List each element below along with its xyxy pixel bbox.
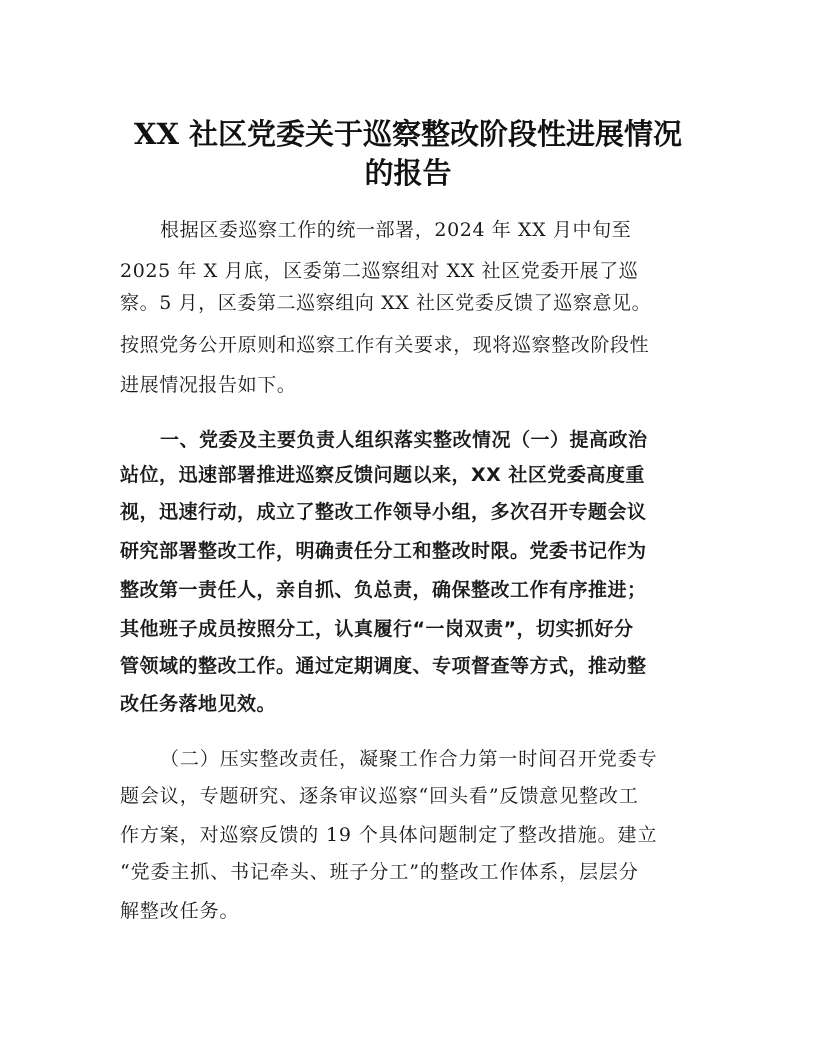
document-title-line-2: 的报告 xyxy=(364,156,452,190)
paragraph-3-line-1: （二）压实整改责任，凝聚工作合力第一时间召开党委专 xyxy=(160,748,658,770)
paragraph-2-line-1: 一、党委及主要负责人组织落实整改情况（一）提高政治 xyxy=(160,429,648,451)
paragraph-2-line-2: 站位，迅速部署推进巡察反馈问题以来，XX 社区党委高度重 xyxy=(120,464,645,486)
paragraph-2-line-3: 视，迅速行动，成立了整改工作领导小组，多次召开专题会议 xyxy=(120,501,647,523)
paragraph-3-line-4: “党委主抓、书记牵头、班子分工”的整改工作体系，层层分 xyxy=(120,861,639,883)
paragraph-2-line-4: 研究部署整改工作，明确责任分工和整改时限。党委书记作为 xyxy=(120,540,647,562)
paragraph-2-line-6: 其他班子成员按照分工，认真履行“一岗双责”，切实抓好分 xyxy=(120,618,634,640)
paragraph-3-line-5: 解整改任务。 xyxy=(120,900,240,922)
paragraph-1-line-3: 察。5 月，区委第二巡察组向 XX 社区党委反馈了巡察意见。 xyxy=(120,292,652,314)
paragraph-2-line-8: 改任务落地见效。 xyxy=(120,693,277,715)
paragraph-1-line-1: 根据区委巡察工作的统一部署，2024 年 XX 月中旬至 xyxy=(160,219,632,241)
paragraph-1-line-4: 按照党务公开原则和巡察工作有关要求，现将巡察整改阶段性 xyxy=(120,334,650,356)
paragraph-3-line-3: 作方案，对巡察反馈的 19 个具体问题制定了整改措施。建立 xyxy=(120,824,658,846)
paragraph-3-line-2: 题会议，专题研究、逐条审议巡察“回头看”反馈意见整改工 xyxy=(120,785,639,807)
document-title-line-1: XX 社区党委关于巡察整改阶段性进展情况 xyxy=(133,117,683,151)
paragraph-2-line-5: 整改第一责任人，亲自抓、负总责，确保整改工作有序推进； xyxy=(120,579,647,601)
paragraph-2-line-7: 管领域的整改工作。通过定期调度、专项督查等方式，推动整 xyxy=(120,655,647,677)
paragraph-1-line-2: 2025 年 X 月底，区委第二巡察组对 XX 社区党委开展了巡 xyxy=(120,260,639,282)
paragraph-1-line-5: 进展情况报告如下。 xyxy=(120,374,297,396)
